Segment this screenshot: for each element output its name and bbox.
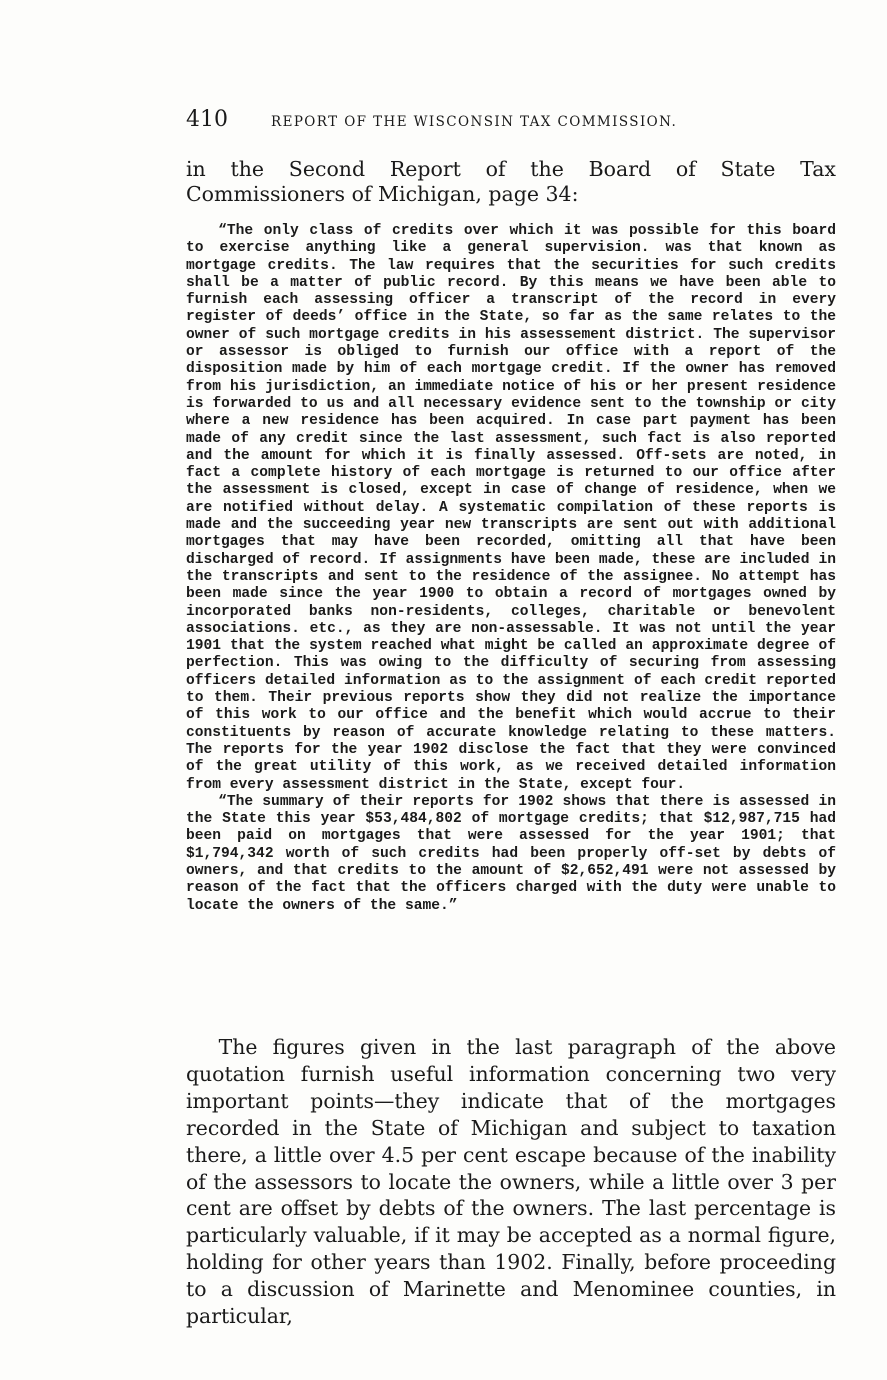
quote-paragraph-1: “The only class of credits over which it was possible for this board to exercise anything like a general supervision. was that known as mortgage credits. The law requires that the securities for such credits shall be a matter of public record. By this means we have been able to furnish each assessing officer a transcript of the record in every register of deeds’ office in the State, so far as the same relates to the owner of such mortgage credits in his assessement district. The supervisor or assessor is obliged to furnish our office with a report of the disposition made by him of each mortgage credit. If the owner has removed from his jurisdiction, an immediate notice of his or her present residence is forwarded to us and all necessary evidence sent to the township or city where a new residence has been acquired. In case part payment has been made of any credit since the last assessment, such fact is also reported and the amount for which it is finally assessed. Off-sets are noted, in fact a complete history of each mortgage is returned to our office after the assessment is closed, except in case of change of residence, when we are notified without delay. A systematic compilation of these reports is made and the succeeding year new transcripts are sent out with additional mortgages that may have been recorded, omitting all that have been discharged of record. If assignments have been made, these are included in the transcripts and sent to the residence of the assignee. No attempt has been made since the year 1900 to obtain a record of mortgages owned by incorporated banks non-residents, colleges, charitable or benevolent associations. etc., as they are non-assessable. It was not until the year 1901 that the system reached what might be called an approximate degree of perfection. This was owing to the difficulty of securing from assessing officers detailed information as to the assignment of each credit reported to them. Their previous reports show they did not realize the importance of this work to our office and the benefit which would accrue to their constituents by reason of accurate knowledge relating to these matters. The reports for the year 1902 disclose the fact that they were convinced of the great utility of this work, as we received detailed information from every assessment district in the State, except four. — [186, 223, 836, 793]
running-head: REPORT OF THE WISCONSIN TAX COMMISSION. — [271, 114, 678, 130]
conclusion-paragraph: The figures given in the last paragraph of the above quotation furnish useful information concerning two very important points—they indicate that of the mortgages recorded in the State of Michigan and subject to taxation there, a little over 4.5 per cent escape because of the inability of the assessors to locate the owners, while a little over 3 per cent are offset by debts of the owners. The last percentage is particularly valuable, if it may be accepted as a normal figure, holding for other years than 1902. Finally, before proceeding to a discussion of Marinette and Menominee counties, in particular, — [186, 1035, 836, 1329]
page-header — [186, 106, 836, 136]
intro-paragraph: in the Second Report of the Board of State Tax Commissioners of Michigan, page 34: — [186, 157, 836, 206]
page-number: 410 — [186, 107, 228, 132]
quote-paragraph-2: “The summary of their reports for 1902 shows that there is assessed in the State this year $53,484,802 of mortgage credits; that $12,987,715 had been paid on mortgages that were assessed for the year 1901; that $1,794,342 worth of such credits had been properly off-set by debts of owners, and that credits to the amount of $2,652,491 were not assessed by reason of the fact that the officers charged with the duty were unable to locate the owners of the same.” — [186, 793, 836, 914]
block-quote — [186, 223, 836, 915]
